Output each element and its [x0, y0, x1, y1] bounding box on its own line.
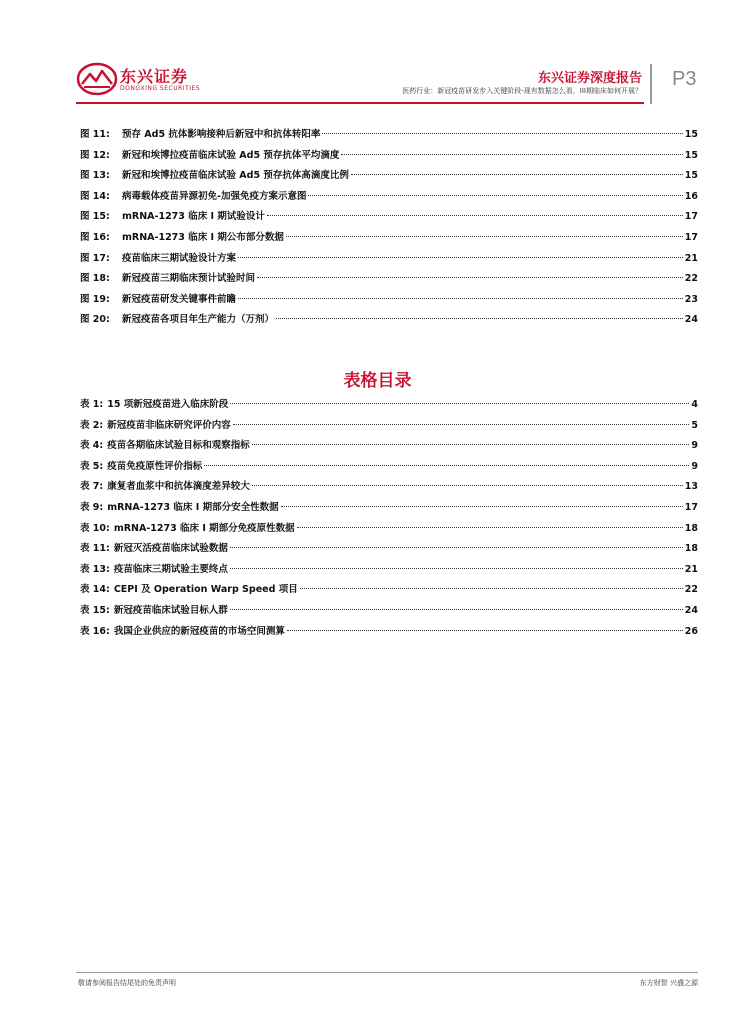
- table-toc-entry-page: 5: [691, 419, 698, 431]
- figure-toc-entry-number: 图 18:: [80, 273, 110, 285]
- dot-leader: [297, 527, 683, 528]
- dot-leader: [267, 215, 683, 216]
- table-toc-entry-title: 新冠灭活疫苗临床试验数据: [113, 543, 228, 555]
- figure-toc-entry[interactable]: [80, 126, 698, 147]
- dot-leader: [204, 465, 689, 466]
- table-toc-entry-title: CEPI 及 Operation Warp Speed 项目: [113, 584, 298, 596]
- table-toc-entry-title: 疫苗各期临床试验目标和观察指标: [107, 440, 250, 452]
- table-toc-entry-title: 疫苗免疫原性评价指标: [107, 460, 203, 472]
- table-toc-entry-page: 4: [691, 399, 698, 410]
- table-toc-entry[interactable]: [80, 478, 698, 499]
- figure-toc-entry-title: 疫苗临床三期试验设计方案: [122, 252, 237, 264]
- table-toc-entry-number: 表 14:: [80, 584, 110, 596]
- dot-leader: [300, 588, 683, 589]
- figure-toc-entry-page: 15: [684, 149, 698, 161]
- header-divider: [650, 64, 652, 104]
- dot-leader: [257, 277, 683, 278]
- figure-toc-entry-number: 图 19:: [80, 293, 110, 305]
- table-toc-entry[interactable]: [80, 623, 698, 644]
- table-toc-entry[interactable]: [80, 561, 698, 582]
- table-toc-entry[interactable]: [80, 437, 698, 458]
- footer-rule: [76, 972, 698, 973]
- dot-leader: [238, 257, 683, 258]
- figure-toc-entry-title: mRNA-1273 临床 I 期公布部分数据: [122, 231, 284, 243]
- table-toc-entry[interactable]: [80, 602, 698, 623]
- figure-toc-entry-number: 图 14:: [80, 190, 110, 202]
- figure-toc-entry-page: 15: [684, 170, 698, 182]
- figure-toc-entry-page: 24: [684, 314, 698, 326]
- report-subtitle: 医药行业：新冠疫苗研发步入关键阶段-现有数据怎么看，III期临床如何开展？: [402, 87, 642, 95]
- table-toc-entry-number: 表 11:: [80, 543, 110, 555]
- dot-leader: [281, 506, 683, 507]
- table-toc-entry-page: 9: [691, 440, 698, 452]
- table-toc-entry[interactable]: [80, 499, 698, 520]
- figure-toc-entry-page: 17: [684, 231, 698, 243]
- logo-cn-text: 东兴证券: [120, 67, 189, 86]
- figure-toc-entry[interactable]: [80, 229, 698, 250]
- company-logo: [76, 62, 206, 98]
- figure-toc-entry-number: 图 20:: [80, 314, 110, 326]
- figure-toc-entry-number: 图 17:: [80, 252, 110, 264]
- table-toc-entry-number: 表 4:: [80, 440, 104, 452]
- table-toc-entry-number: 表 10:: [80, 522, 110, 534]
- footer-disclaimer: 敬请参阅报告结尾处的免责声明: [78, 979, 176, 987]
- figure-toc-entry[interactable]: [80, 250, 698, 271]
- table-toc-entry-number: 表 15:: [80, 604, 110, 616]
- figure-toc-entry[interactable]: [80, 188, 698, 209]
- table-toc-entry-number: 表 1:: [80, 399, 104, 410]
- table-toc-entry-number: 表 13:: [80, 563, 110, 575]
- figure-toc-entry-title: mRNA-1273 临床 I 期试验设计: [122, 211, 265, 223]
- dot-leader: [286, 236, 683, 237]
- table-toc-entry-page: 26: [684, 625, 698, 637]
- figure-toc-entry-number: 图 16:: [80, 231, 110, 243]
- table-toc-entry-page: 24: [684, 604, 698, 616]
- page-number: P3: [672, 68, 697, 90]
- table-toc-entry-page: 18: [684, 522, 698, 534]
- dot-leader: [351, 174, 683, 175]
- dot-leader: [238, 298, 683, 299]
- figure-toc-entry-title: 新冠和埃博拉疫苗临床试验 Ad5 预存抗体平均滴度: [122, 149, 340, 161]
- table-toc-entry-title: 新冠疫苗临床试验目标人群: [113, 604, 228, 616]
- figure-toc-entry-title: 新冠疫苗研发关键事件前瞻: [122, 293, 237, 305]
- figure-toc: [80, 126, 698, 332]
- figure-toc-entry[interactable]: [80, 167, 698, 188]
- table-toc-entry-title: 15 项新冠疫苗进入临床阶段: [107, 399, 229, 410]
- figure-toc-entry[interactable]: [80, 147, 698, 168]
- table-toc-entry[interactable]: [80, 417, 698, 438]
- figure-toc-entry-title: 病毒载体疫苗异源初免-加强免疫方案示意图: [122, 190, 307, 202]
- table-toc-entry-title: 我国企业供应的新冠疫苗的市场空间测算: [113, 625, 285, 637]
- table-toc-entry[interactable]: [80, 396, 698, 417]
- table-toc-entry-page: 9: [691, 460, 698, 472]
- table-toc-entry-page: 13: [684, 481, 698, 493]
- table-toc-entry[interactable]: [80, 540, 698, 561]
- dot-leader: [322, 133, 682, 134]
- figure-toc-entry-page: 16: [684, 190, 698, 202]
- table-toc-entry-title: 康复者血浆中和抗体滴度差异较大: [107, 481, 250, 493]
- tables-heading: 表格目录: [343, 371, 412, 391]
- figure-toc-entry[interactable]: [80, 208, 698, 229]
- figure-toc-entry-title: 新冠疫苗各项目年生产能力（万剂）: [122, 314, 275, 326]
- table-toc-entry-number: 表 5:: [80, 460, 104, 472]
- table-toc-entry-title: mRNA-1273 临床 I 期部分免疫原性数据: [113, 522, 295, 534]
- dot-leader: [230, 568, 683, 569]
- dot-leader: [276, 318, 683, 319]
- table-toc-entry-title: 新冠疫苗非临床研究评价内容: [107, 419, 231, 431]
- dot-leader: [230, 609, 683, 610]
- table-toc-entry-number: 表 16:: [80, 625, 110, 637]
- dot-leader: [252, 444, 690, 445]
- header-rule: [76, 102, 644, 104]
- report-title: 东兴证券深度报告: [537, 71, 642, 86]
- figure-toc-entry-page: 22: [684, 273, 698, 285]
- table-toc-entry-number: 表 7:: [80, 481, 104, 493]
- logo-mark-icon: [76, 62, 118, 96]
- dot-leader: [252, 485, 683, 486]
- footer-slogan: 东方财智 兴盛之源: [639, 979, 698, 987]
- figure-toc-entry[interactable]: [80, 311, 698, 332]
- dot-leader: [233, 424, 690, 425]
- figure-toc-entry-page: 15: [684, 129, 698, 140]
- table-toc-entry-page: 17: [684, 501, 698, 513]
- page-header: [0, 0, 755, 110]
- dot-leader: [230, 403, 689, 404]
- table-toc-entry-number: 表 2:: [80, 419, 104, 431]
- figure-toc-entry-title: 预存 Ad5 抗体影响接种后新冠中和抗体转阳率: [122, 129, 321, 140]
- table-toc-entry-number: 表 9:: [80, 501, 104, 513]
- dot-leader: [341, 154, 682, 155]
- dot-leader: [287, 630, 683, 631]
- table-toc-entry-page: 18: [684, 543, 698, 555]
- figure-toc-entry-number: 图 13:: [80, 170, 110, 182]
- figure-toc-entry-page: 23: [684, 293, 698, 305]
- table-toc-entry[interactable]: [80, 581, 698, 602]
- logo-en-text: DONGXING SECURITIES: [120, 85, 201, 92]
- dot-leader: [308, 195, 682, 196]
- table-toc-entry-page: 22: [684, 584, 698, 596]
- table-toc-entry[interactable]: [80, 520, 698, 541]
- table-toc-entry-page: 21: [684, 563, 698, 575]
- figure-toc-entry-number: 图 12:: [80, 149, 110, 161]
- table-toc-entry-title: mRNA-1273 临床 I 期部分安全性数据: [107, 501, 279, 513]
- figure-toc-entry-page: 17: [684, 211, 698, 223]
- figure-toc-entry-number: 图 11:: [80, 129, 110, 140]
- table-toc-entry-title: 疫苗临床三期试验主要终点: [113, 563, 228, 575]
- figure-toc-entry-page: 21: [684, 252, 698, 264]
- figure-toc-entry-title: 新冠和埃博拉疫苗临床试验 Ad5 预存抗体高滴度比例: [122, 170, 349, 182]
- dot-leader: [230, 547, 683, 548]
- table-toc-entry[interactable]: [80, 458, 698, 479]
- figure-toc-entry-number: 图 15:: [80, 211, 110, 223]
- table-toc: [80, 396, 698, 643]
- figure-toc-entry-title: 新冠疫苗三期临床预计试验时间: [122, 273, 256, 285]
- figure-toc-entry[interactable]: [80, 270, 698, 291]
- figure-toc-entry[interactable]: [80, 291, 698, 312]
